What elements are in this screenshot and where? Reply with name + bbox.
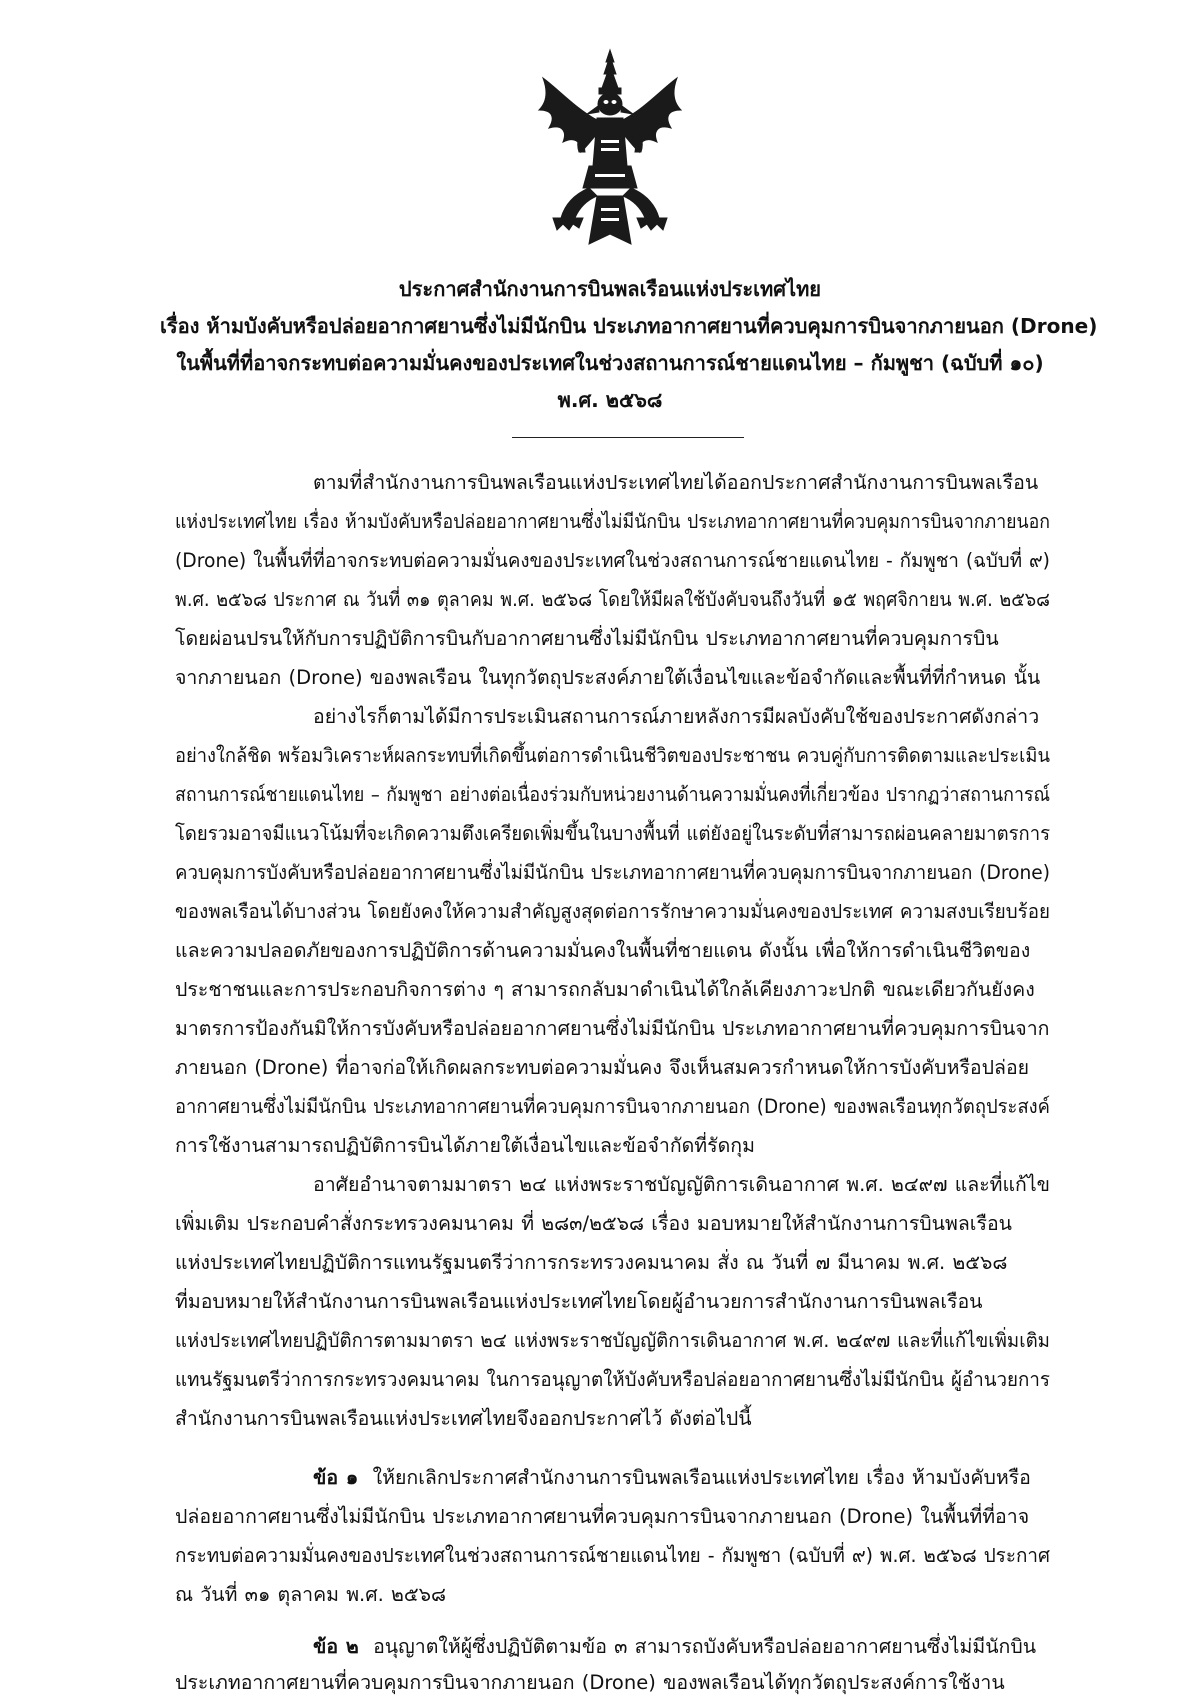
paragraph-2-line: อากาศยานซึ่งไม่มีนักบิน ประเภทอากาศยานที่ควบคุมการบินจากภายนอก (Drone) ของพลเรือนทุกวัตถุประสงค์ [175,1095,1050,1118]
paragraph-2-line: ของพลเรือนได้บางส่วน โดยยังคงให้ความสำคัญสูงสุดต่อการรักษาความมั่นคงของประเทศ ความสงบเรียบร้อย [175,900,1050,923]
paragraph-2-line: อย่างไรก็ตามได้มีการประเมินสถานการณ์ภายหลังการมีผลบังคับใช้ของประกาศดังกล่าว [313,705,1040,728]
clause-2-first-line [313,1632,1036,1662]
paragraph-2-line: ประชาชนและการประกอบกิจการต่าง ๆ สามารถกลับมาดำเนินได้ใกล้เคียงภาวะปกติ ขณะเดียวกันยังคง [175,978,1035,1001]
clause-2-text: อนุญาตให้ผู้ซึ่งปฏิบัติตามข้อ ๓ สามารถบังคับหรือปล่อยอากาศยานซึ่งไม่มีนักบิน [373,1635,1037,1658]
announcement-subject-line-1: เรื่อง ห้ามบังคับหรือปล่อยอากาศยานซึ่งไม่มีนักบิน ประเภทอากาศยานที่ควบคุมการบินจากภายนอก (Drone) [159,314,1098,338]
paragraph-2-line: สถานการณ์ชายแดนไทย – กัมพูชา อย่างต่อเนื่องร่วมกับหน่วยงานด้านความมั่นคงที่เกี่ยวข้อง ปรากฏว่าสถานการณ์ [175,783,1050,806]
garuda-emblem-icon [535,48,685,256]
heading-divider [512,437,744,438]
paragraph-3-line: เพิ่มเติม ประกอบคำสั่งกระทรวงคมนาคม ที่ ๒๘๓/๒๕๖๘ เรื่อง มอบหมายให้สำนักงานการบินพลเรือน [175,1212,1012,1235]
paragraph-2-line: ควบคุมการบังคับหรือปล่อยอากาศยานซึ่งไม่มีนักบิน ประเภทอากาศยานที่ควบคุมการบินจากภายนอก (Drone) [175,861,1051,884]
paragraph-2-line: โดยรวมอาจมีแนวโน้มที่จะเกิดความตึงเครียดเพิ่มขึ้นในบางพื้นที่ แต่ยังอยู่ในระดับที่สามารถผ่อนคลายมาตรการ [175,822,1050,845]
clause-1-line: ปล่อยอากาศยานซึ่งไม่มีนักบิน ประเภทอากาศยานที่ควบคุมการบินจากภายนอก (Drone) ในพื้นที่ที่อาจ [175,1505,1030,1528]
clause-1-line: กระทบต่อความมั่นคงของประเทศในช่วงสถานการณ์ชายแดนไทย - กัมพูชา (ฉบับที่ ๙) พ.ศ. ๒๕๖๘ ประกาศ [175,1544,1051,1567]
paragraph-3-line: อาศัยอำนาจตามมาตรา ๒๔ แห่งพระราชบัญญัติการเดินอากาศ พ.ศ. ๒๔๙๗ และที่แก้ไข [313,1173,1050,1196]
clause-1-line: ณ วันที่ ๓๑ ตุลาคม พ.ศ. ๒๕๖๘ [175,1583,447,1606]
paragraph-1-line: พ.ศ. ๒๕๖๘ ประกาศ ณ วันที่ ๓๑ ตุลาคม พ.ศ. ๒๕๖๘ โดยให้มีผลใช้บังคับจนถึงวันที่ ๑๕ พฤศจิกายน พ.ศ. ๒๕๖๘ [175,588,1050,611]
paragraph-1-line: จากภายนอก (Drone) ของพลเรือน ในทุกวัตถุประสงค์ภายใต้เงื่อนไขและข้อจำกัดและพื้นที่ที่กำหนด นั้น [175,666,1041,689]
clause-2-line: ประเภทอากาศยานที่ควบคุมการบินจากภายนอก (Drone) ของพลเรือนได้ทุกวัตถุประสงค์การใช้งาน [175,1671,1005,1694]
paragraph-1-line: (Drone) ในพื้นที่ที่อาจกระทบต่อความมั่นคงของประเทศในช่วงสถานการณ์ชายแดนไทย - กัมพูชา (ฉบับที่ ๙) [175,549,1050,572]
paragraph-2-line: และความปลอดภัยของการปฏิบัติการด้านความมั่นคงในพื้นที่ชายแดน ดังนั้น เพื่อให้การดำเนินชีวิตของ [175,939,1031,962]
paragraph-2-line: มาตรการป้องกันมิให้การบังคับหรือปล่อยอากาศยานซึ่งไม่มีนักบิน ประเภทอากาศยานที่ควบคุมการบินจาก [175,1017,1050,1040]
clause-1-number: ข้อ ๑ [313,1466,359,1489]
paragraph-2-line: อย่างใกล้ชิด พร้อมวิเคราะห์ผลกระทบที่เกิดขึ้นต่อการดำเนินชีวิตของประชาชน ควบคู่กับการติดตามและประเมิน [175,744,1050,767]
paragraph-3-line: แห่งประเทศไทยปฏิบัติการแทนรัฐมนตรีว่าการกระทรวงคมนาคม สั่ง ณ วันที่ ๗ มีนาคม พ.ศ. ๒๕๖๘ [175,1251,1008,1274]
paragraph-1-line: ตามที่สำนักงานการบินพลเรือนแห่งประเทศไทยได้ออกประกาศสำนักงานการบินพลเรือน [313,471,1039,494]
clause-1-text: ให้ยกเลิกประกาศสำนักงานการบินพลเรือนแห่งประเทศไทย เรื่อง ห้ามบังคับหรือ [372,1466,1031,1489]
clause-1-first-line [313,1463,1031,1493]
announcement-subject-line-2: ในพื้นที่ที่อาจกระทบต่อความมั่นคงของประเทศในช่วงสถานการณ์ชายแดนไทย – กัมพูชา (ฉบับที่ ๑๐) [176,351,1044,375]
paragraph-3-line: สำนักงานการบินพลเรือนแห่งประเทศไทยจึงออกประกาศไว้ ดังต่อไปนี้ [175,1407,752,1430]
paragraph-1-line: โดยผ่อนปรนให้กับการปฏิบัติการบินกับอากาศยานซึ่งไม่มีนักบิน ประเภทอากาศยานที่ควบคุมการบิน [175,627,999,650]
clause-2-number: ข้อ ๒ [313,1635,359,1658]
paragraph-3-line: ที่มอบหมายให้สำนักงานการบินพลเรือนแห่งประเทศไทยโดยผู้อำนวยการสำนักงานการบินพลเรือน [175,1290,983,1313]
paragraph-3-line: แห่งประเทศไทยปฏิบัติการตามมาตรา ๒๔ แห่งพระราชบัญญัติการเดินอากาศ พ.ศ. ๒๔๙๗ และที่แก้ไขเพิ่มเติม [175,1329,1050,1352]
announcement-title: ประกาศสำนักงานการบินพลเรือนแห่งประเทศไทย [398,277,822,301]
paragraph-3-line: แทนรัฐมนตรีว่าการกระทรวงคมนาคม ในการอนุญาตให้บังคับหรือปล่อยอากาศยานซึ่งไม่มีนักบิน ผู้อำนวยการ [175,1368,1050,1391]
announcement-year: พ.ศ. ๒๕๖๘ [557,388,663,412]
paragraph-1-line: แห่งประเทศไทย เรื่อง ห้ามบังคับหรือปล่อยอากาศยานซึ่งไม่มีนักบิน ประเภทอากาศยานที่ควบคุมการบินจากภายนอก [175,510,1051,533]
paragraph-2-line: ภายนอก (Drone) ที่อาจก่อให้เกิดผลกระทบต่อความมั่นคง จึงเห็นสมควรกำหนดให้การบังคับหรือปล่อย [175,1056,1030,1079]
paragraph-2-line: การใช้งานสามารถปฏิบัติการบินได้ภายใต้เงื่อนไขและข้อจำกัดที่รัดกุม [175,1134,755,1157]
